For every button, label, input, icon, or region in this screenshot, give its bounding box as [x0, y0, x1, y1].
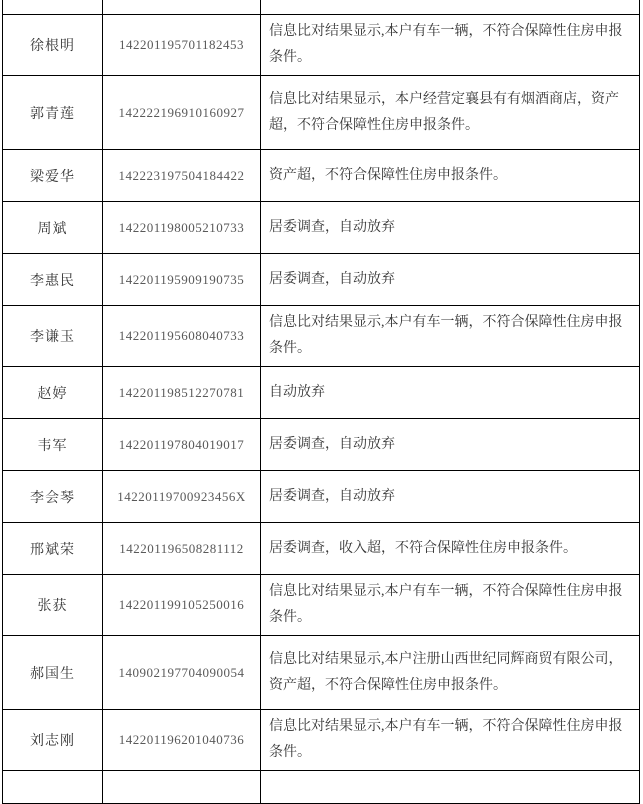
id-number-cell: 142201197804019017 — [103, 419, 261, 471]
remark-cell: 信息比对结果显示,本户有车一辆，不符合保障性住房申报条件。 — [261, 710, 640, 771]
name-cell: 梁爱华 — [3, 150, 103, 202]
remark-cell: 居委调查，自动放弃 — [261, 254, 640, 306]
name-cell: 李惠民 — [3, 254, 103, 306]
name-cell: 李谦玉 — [3, 306, 103, 367]
table-row — [3, 575, 640, 636]
housing-application-review-table — [2, 0, 640, 804]
remark-cell: 信息比对结果显示,本户有车一辆，不符合保障性住房申报条件。 — [261, 15, 640, 76]
id-number-cell: 142201195608040733 — [103, 306, 261, 367]
remark-cell: 信息比对结果显示,本户有车一辆，不符合保障性住房申报条件。 — [261, 575, 640, 636]
table-row — [3, 76, 640, 150]
table-row — [3, 15, 640, 76]
id-number-cell: 142201196508281112 — [103, 523, 261, 575]
table-row — [3, 636, 640, 710]
table-row — [3, 150, 640, 202]
remark-cell: 自动放弃 — [261, 367, 640, 419]
table-row — [3, 419, 640, 471]
id-number-cell: 142201195909190735 — [103, 254, 261, 306]
id-number-cell: 142201199105250016 — [103, 575, 261, 636]
table-row-partial-top — [3, 0, 640, 15]
name-cell — [3, 771, 103, 804]
id-number-cell — [103, 771, 261, 804]
id-number-cell: 140902197704090054 — [103, 636, 261, 710]
remark-cell: 信息比对结果显示,本户有车一辆，不符合保障性住房申报条件。 — [261, 306, 640, 367]
table-row — [3, 710, 640, 771]
table-row — [3, 367, 640, 419]
name-cell — [3, 0, 103, 15]
name-cell: 李会琴 — [3, 471, 103, 523]
name-cell: 赵婷 — [3, 367, 103, 419]
remark-cell — [261, 771, 640, 804]
id-number-cell: 14220119700923456X — [103, 471, 261, 523]
id-number-cell: 142201198005210733 — [103, 202, 261, 254]
name-cell: 邢斌荣 — [3, 523, 103, 575]
name-cell: 周斌 — [3, 202, 103, 254]
remark-cell — [261, 0, 640, 15]
remark-cell: 居委调查，自动放弃 — [261, 202, 640, 254]
id-number-cell: 142223197504184422 — [103, 150, 261, 202]
remark-cell: 信息比对结果显示,本户注册山西世纪同辉商贸有限公司，资产超，不符合保障性住房申报条件。 — [261, 636, 640, 710]
name-cell: 郝国生 — [3, 636, 103, 710]
id-number-cell: 142201196201040736 — [103, 710, 261, 771]
remark-cell: 居委调查，收入超，不符合保障性住房申报条件。 — [261, 523, 640, 575]
remark-cell: 居委调查，自动放弃 — [261, 419, 640, 471]
table-row — [3, 471, 640, 523]
id-number-cell — [103, 0, 261, 15]
id-number-cell: 142222196910160927 — [103, 76, 261, 150]
id-number-cell: 142201195701182453 — [103, 15, 261, 76]
table-row — [3, 254, 640, 306]
name-cell: 张获 — [3, 575, 103, 636]
name-cell: 刘志刚 — [3, 710, 103, 771]
name-cell: 郭青莲 — [3, 76, 103, 150]
remark-cell: 资产超，不符合保障性住房申报条件。 — [261, 150, 640, 202]
name-cell: 徐根明 — [3, 15, 103, 76]
table-row — [3, 523, 640, 575]
table-row — [3, 202, 640, 254]
table-row — [3, 306, 640, 367]
id-number-cell: 142201198512270781 — [103, 367, 261, 419]
name-cell: 韦军 — [3, 419, 103, 471]
table-row-partial-bottom — [3, 771, 640, 804]
remark-cell: 信息比对结果显示，本户经营定襄县有有烟酒商店，资产超，不符合保障性住房申报条件。 — [261, 76, 640, 150]
remark-cell: 居委调查，自动放弃 — [261, 471, 640, 523]
